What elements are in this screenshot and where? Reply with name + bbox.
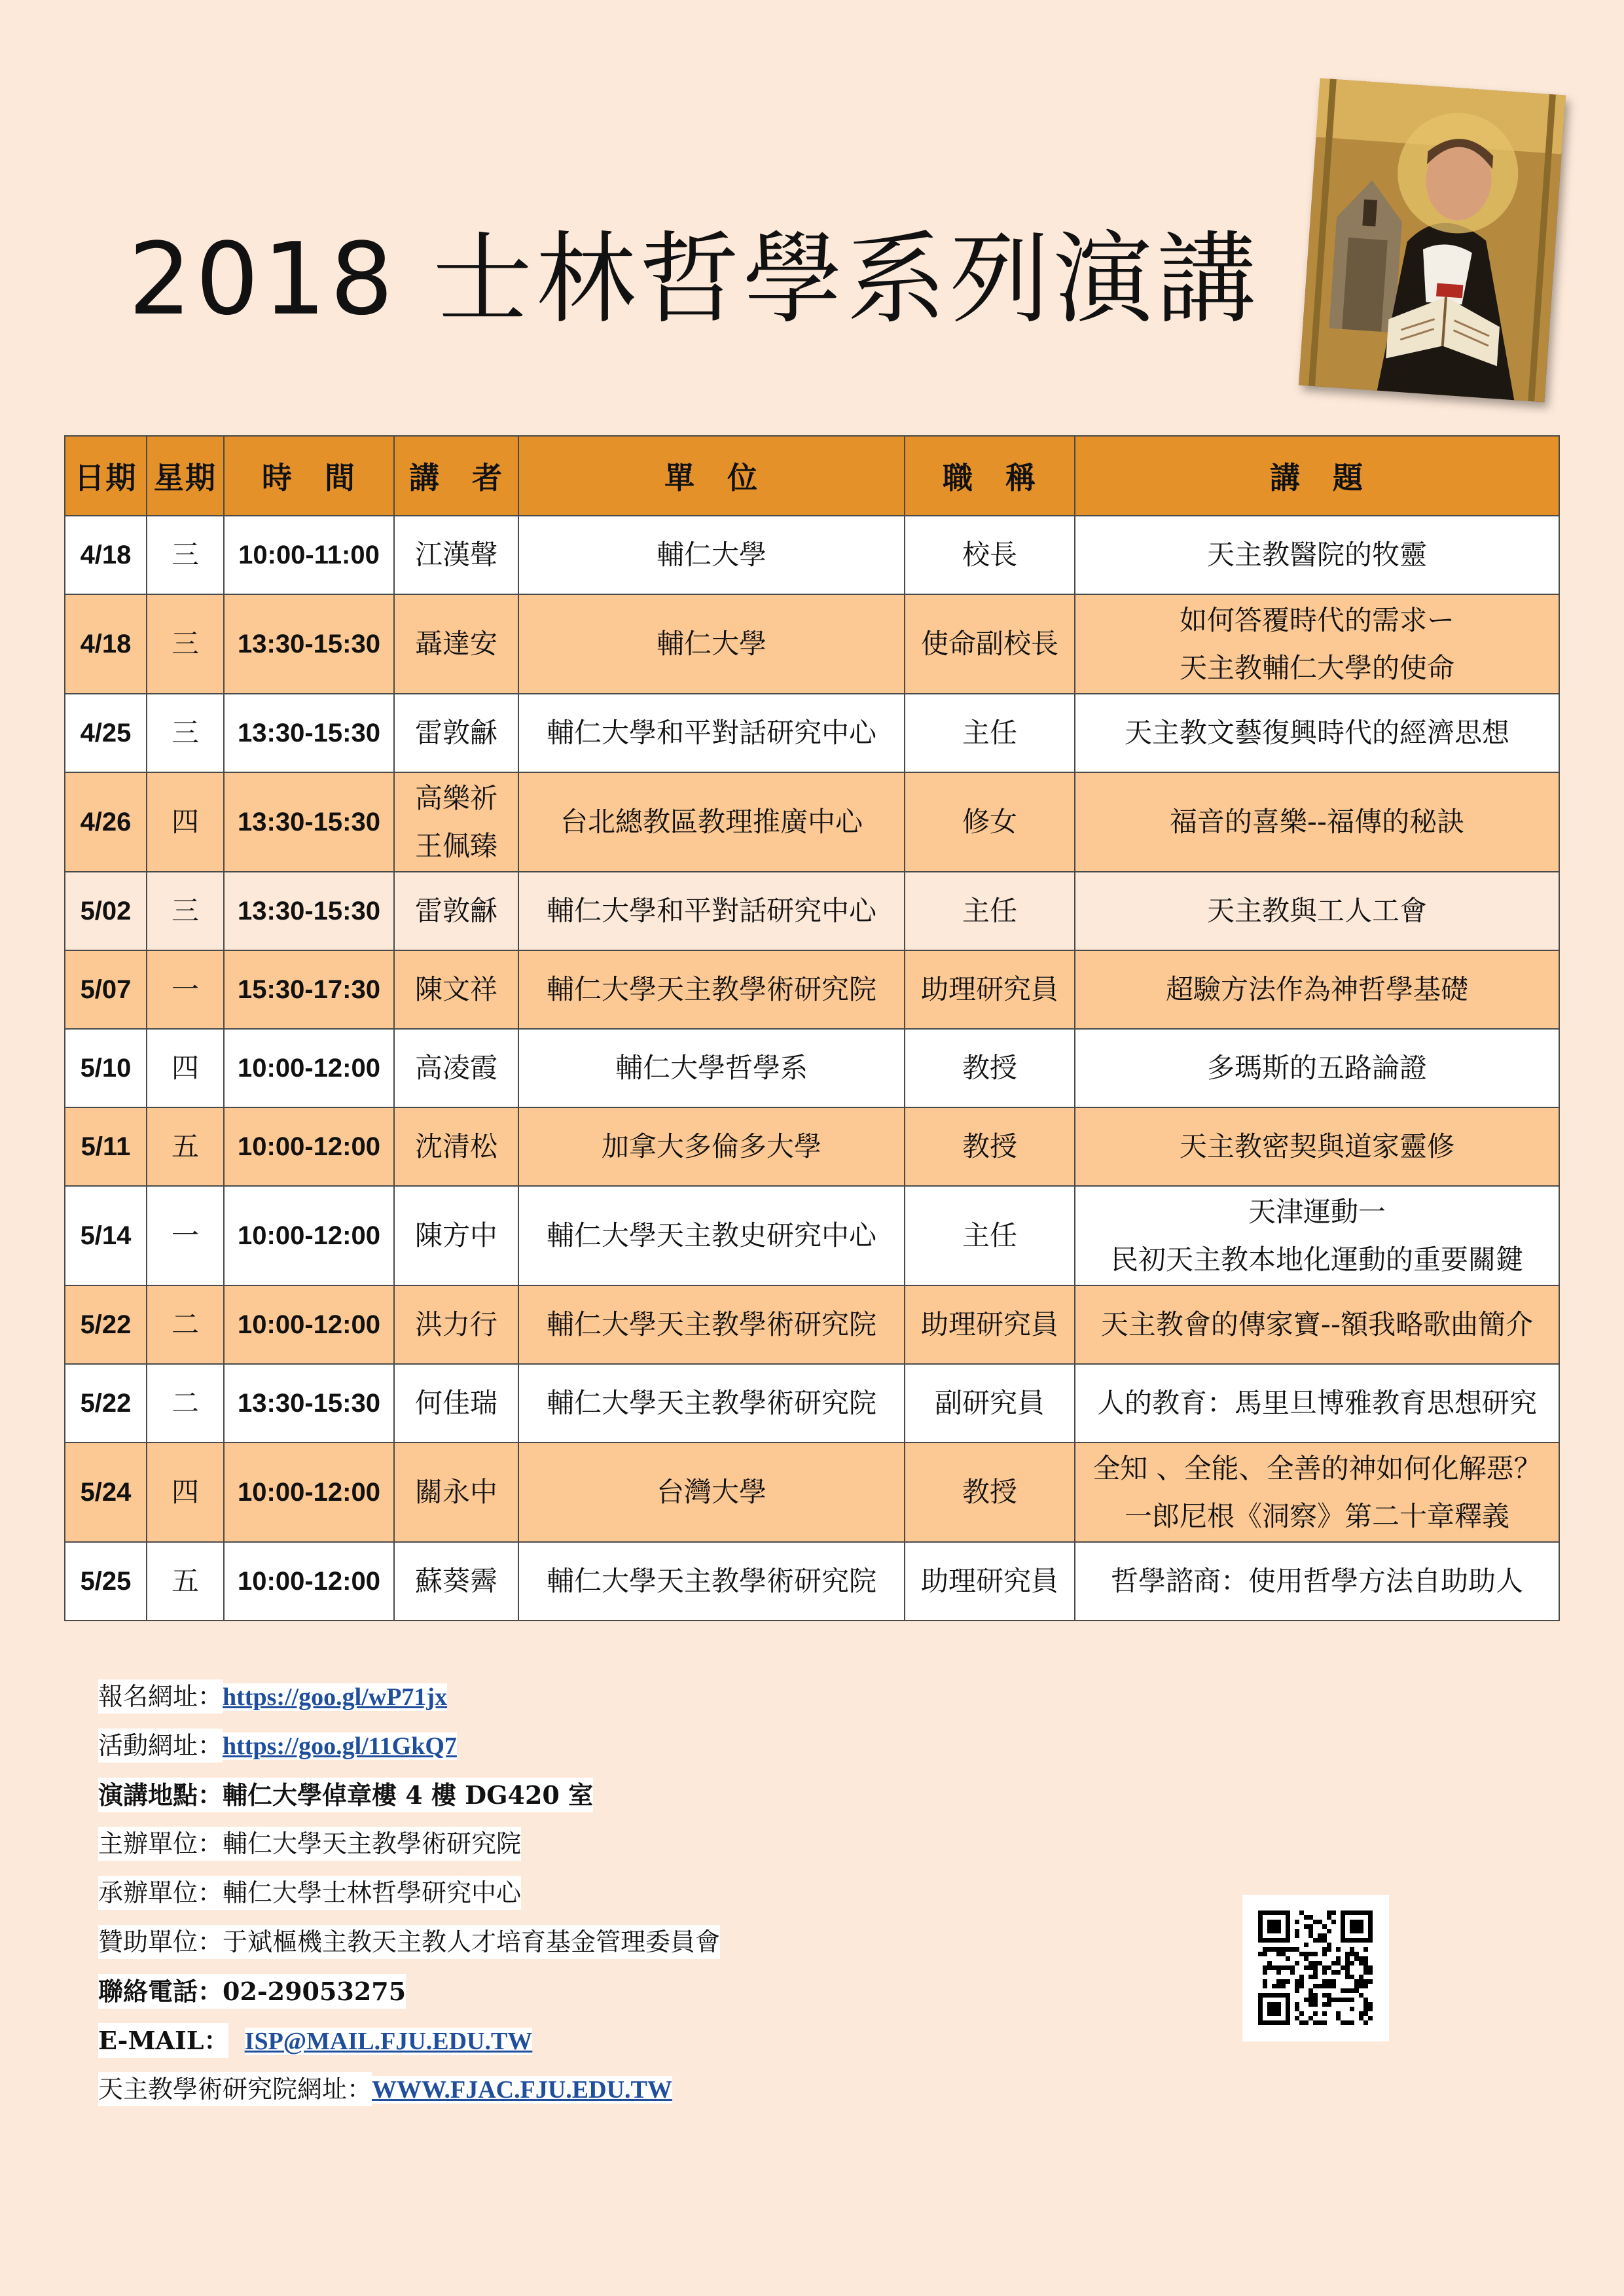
event-info-block (98, 1672, 720, 2114)
phone-text: 聯絡電話：02-29053275 (98, 1974, 406, 2009)
header-weekday: 星期 (147, 436, 224, 516)
header-speaker: 講 者 (394, 436, 518, 516)
table-row (65, 1285, 1559, 1364)
cell-position: 主任 (905, 872, 1075, 950)
cell-time: 13:30-15:30 (224, 594, 394, 694)
cell-time: 10:00-12:00 (224, 1542, 394, 1621)
cell-speaker: 高樂祈 王佩臻 (394, 772, 518, 872)
email-label: E-MAIL： (98, 2023, 228, 2058)
cell-position: 修女 (905, 772, 1075, 872)
table-row (65, 872, 1559, 950)
cell-topic: 天主教密契與道家靈修 (1075, 1107, 1559, 1186)
cell-position: 主任 (905, 1186, 1075, 1285)
table-row (65, 594, 1559, 694)
cell-time: 13:30-15:30 (224, 694, 394, 772)
cell-speaker: 何佳瑞 (394, 1364, 518, 1443)
cell-date: 5/07 (65, 950, 147, 1029)
cell-weekday: 二 (147, 1285, 224, 1364)
cell-position: 校長 (905, 516, 1075, 594)
cell-speaker: 江漢聲 (394, 516, 518, 594)
table-row (65, 950, 1559, 1029)
cell-unit: 輔仁大學 (518, 516, 905, 594)
cell-time: 10:00-12:00 (224, 1443, 394, 1542)
header-unit: 單 位 (518, 436, 905, 516)
cell-speaker: 洪力行 (394, 1285, 518, 1364)
cell-time: 10:00-12:00 (224, 1029, 394, 1107)
cell-date: 4/18 (65, 594, 147, 694)
cell-unit: 輔仁大學和平對話研究中心 (518, 694, 905, 772)
header-position: 職 稱 (905, 436, 1075, 516)
cell-time: 10:00-12:00 (224, 1186, 394, 1285)
cell-date: 5/24 (65, 1443, 147, 1542)
saint-portrait-image (1299, 78, 1566, 402)
header-date: 日期 (65, 436, 147, 516)
cell-position: 教授 (905, 1107, 1075, 1186)
cell-weekday: 五 (147, 1542, 224, 1621)
cell-weekday: 二 (147, 1364, 224, 1443)
site-label: 天主教學術研究院網址： (98, 2072, 372, 2106)
organizer-text: 主辦單位：輔仁大學天主教學術研究院 (98, 1827, 521, 1861)
sponsor-text: 贊助單位：于斌樞機主教天主教人才培育基金管理委員會 (98, 1925, 720, 1959)
cell-unit: 輔仁大學哲學系 (518, 1029, 905, 1107)
cell-date: 5/25 (65, 1542, 147, 1621)
cell-position: 副研究員 (905, 1364, 1075, 1443)
cell-unit: 台北總教區教理推廣中心 (518, 772, 905, 872)
cell-date: 5/10 (65, 1029, 147, 1107)
venue-text: 演講地點：輔仁大學倬章樓 4 樓 DG420 室 (98, 1778, 593, 1812)
cell-unit: 台灣大學 (518, 1443, 905, 1542)
cell-weekday: 四 (147, 1443, 224, 1542)
site-line (98, 2065, 720, 2114)
table-row (65, 772, 1559, 872)
cell-weekday: 三 (147, 872, 224, 950)
cell-weekday: 五 (147, 1107, 224, 1186)
table-row (65, 1542, 1559, 1621)
cell-unit: 輔仁大學 (518, 594, 905, 694)
event-link[interactable]: https://goo.gl/11GkQ7 (223, 1732, 457, 1760)
cell-weekday: 三 (147, 516, 224, 594)
table-row (65, 1364, 1559, 1443)
event-line (98, 1721, 720, 1770)
register-label: 報名網址： (98, 1679, 223, 1713)
coorganizer-text: 承辦單位：輔仁大學士林哲學研究中心 (98, 1876, 521, 1910)
table-row (65, 1443, 1559, 1542)
cell-weekday: 一 (147, 1186, 224, 1285)
cell-topic: 多瑪斯的五路論證 (1075, 1029, 1559, 1107)
email-link[interactable]: ISP@MAIL.FJU.EDU.TW (244, 2028, 533, 2055)
table-row (65, 516, 1559, 594)
cell-topic: 天主教文藝復興時代的經濟思想 (1075, 694, 1559, 772)
cell-speaker: 陳方中 (394, 1186, 518, 1285)
page-title: 2018 士林哲學系列演講 (128, 221, 1261, 337)
cell-topic: 天津運動一 民初天主教本地化運動的重要關鍵 (1075, 1186, 1559, 1285)
cell-date: 5/11 (65, 1107, 147, 1186)
cell-time: 10:00-11:00 (224, 516, 394, 594)
cell-date: 5/02 (65, 872, 147, 950)
cell-speaker: 聶達安 (394, 594, 518, 694)
organizer-line (98, 1820, 720, 1869)
cell-weekday: 三 (147, 594, 224, 694)
cell-topic: 福音的喜樂--福傳的秘訣 (1075, 772, 1559, 872)
cell-weekday: 四 (147, 772, 224, 872)
cell-date: 4/25 (65, 694, 147, 772)
cell-topic: 超驗方法作為神哲學基礎 (1075, 950, 1559, 1029)
cell-position: 助理研究員 (905, 1542, 1075, 1621)
register-link[interactable]: https://goo.gl/wP71jx (223, 1683, 448, 1711)
header-time: 時 間 (224, 436, 394, 516)
cell-time: 10:00-12:00 (224, 1285, 394, 1364)
cell-position: 教授 (905, 1029, 1075, 1107)
cell-position: 使命副校長 (905, 594, 1075, 694)
cell-position: 助理研究員 (905, 950, 1075, 1029)
cell-unit: 加拿大多倫多大學 (518, 1107, 905, 1186)
cell-weekday: 一 (147, 950, 224, 1029)
coorganizer-line (98, 1869, 720, 1918)
cell-date: 4/18 (65, 516, 147, 594)
register-line (98, 1672, 720, 1721)
cell-time: 15:30-17:30 (224, 950, 394, 1029)
cell-position: 教授 (905, 1443, 1075, 1542)
qr-code[interactable] (1242, 1895, 1389, 2041)
cell-unit: 輔仁大學和平對話研究中心 (518, 872, 905, 950)
cell-position: 助理研究員 (905, 1285, 1075, 1364)
cell-topic: 全知 、全能、全善的神如何化解惡？ 一郎尼根《洞察》第二十章釋義 (1075, 1443, 1559, 1542)
cell-speaker: 雷敦龢 (394, 872, 518, 950)
cell-time: 13:30-15:30 (224, 872, 394, 950)
table-row (65, 1186, 1559, 1285)
cell-position: 主任 (905, 694, 1075, 772)
table-header-row (65, 436, 1559, 516)
email-line (98, 2016, 720, 2065)
cell-weekday: 三 (147, 694, 224, 772)
sponsor-line (98, 1918, 720, 1967)
cell-speaker: 陳文祥 (394, 950, 518, 1029)
cell-date: 5/22 (65, 1285, 147, 1364)
phone-line (98, 1967, 720, 2016)
cell-topic: 天主教會的傳家寶--額我略歌曲簡介 (1075, 1285, 1559, 1364)
cell-speaker: 蘇葵霽 (394, 1542, 518, 1621)
cell-topic: 哲學諮商：使用哲學方法自助助人 (1075, 1542, 1559, 1621)
cell-unit: 輔仁大學天主教學術研究院 (518, 1542, 905, 1621)
cell-weekday: 四 (147, 1029, 224, 1107)
cell-topic: 人的教育：馬里旦博雅教育思想研究 (1075, 1364, 1559, 1443)
cell-time: 13:30-15:30 (224, 1364, 394, 1443)
cell-time: 13:30-15:30 (224, 772, 394, 872)
cell-date: 5/22 (65, 1364, 147, 1443)
cell-unit: 輔仁大學天主教史研究中心 (518, 1186, 905, 1285)
site-link[interactable]: WWW.FJAC.FJU.EDU.TW (372, 2076, 672, 2104)
cell-speaker: 關永中 (394, 1443, 518, 1542)
cell-topic: 天主教與工人工會 (1075, 872, 1559, 950)
table-row (65, 1029, 1559, 1107)
cell-topic: 如何答覆時代的需求ー 天主教輔仁大學的使命 (1075, 594, 1559, 694)
cell-time: 10:00-12:00 (224, 1107, 394, 1186)
cell-date: 5/14 (65, 1186, 147, 1285)
lecture-schedule-table (64, 435, 1560, 1621)
cell-speaker: 沈清松 (394, 1107, 518, 1186)
header-topic: 講 題 (1075, 436, 1559, 516)
cell-speaker: 高凌霞 (394, 1029, 518, 1107)
event-label: 活動網址： (98, 1729, 223, 1763)
venue-line (98, 1770, 720, 1820)
cell-topic: 天主教醫院的牧靈 (1075, 516, 1559, 594)
cell-speaker: 雷敦龢 (394, 694, 518, 772)
cell-unit: 輔仁大學天主教學術研究院 (518, 950, 905, 1029)
table-row (65, 1107, 1559, 1186)
cell-unit: 輔仁大學天主教學術研究院 (518, 1285, 905, 1364)
cell-date: 4/26 (65, 772, 147, 872)
cell-unit: 輔仁大學天主教學術研究院 (518, 1364, 905, 1443)
table-row (65, 694, 1559, 772)
